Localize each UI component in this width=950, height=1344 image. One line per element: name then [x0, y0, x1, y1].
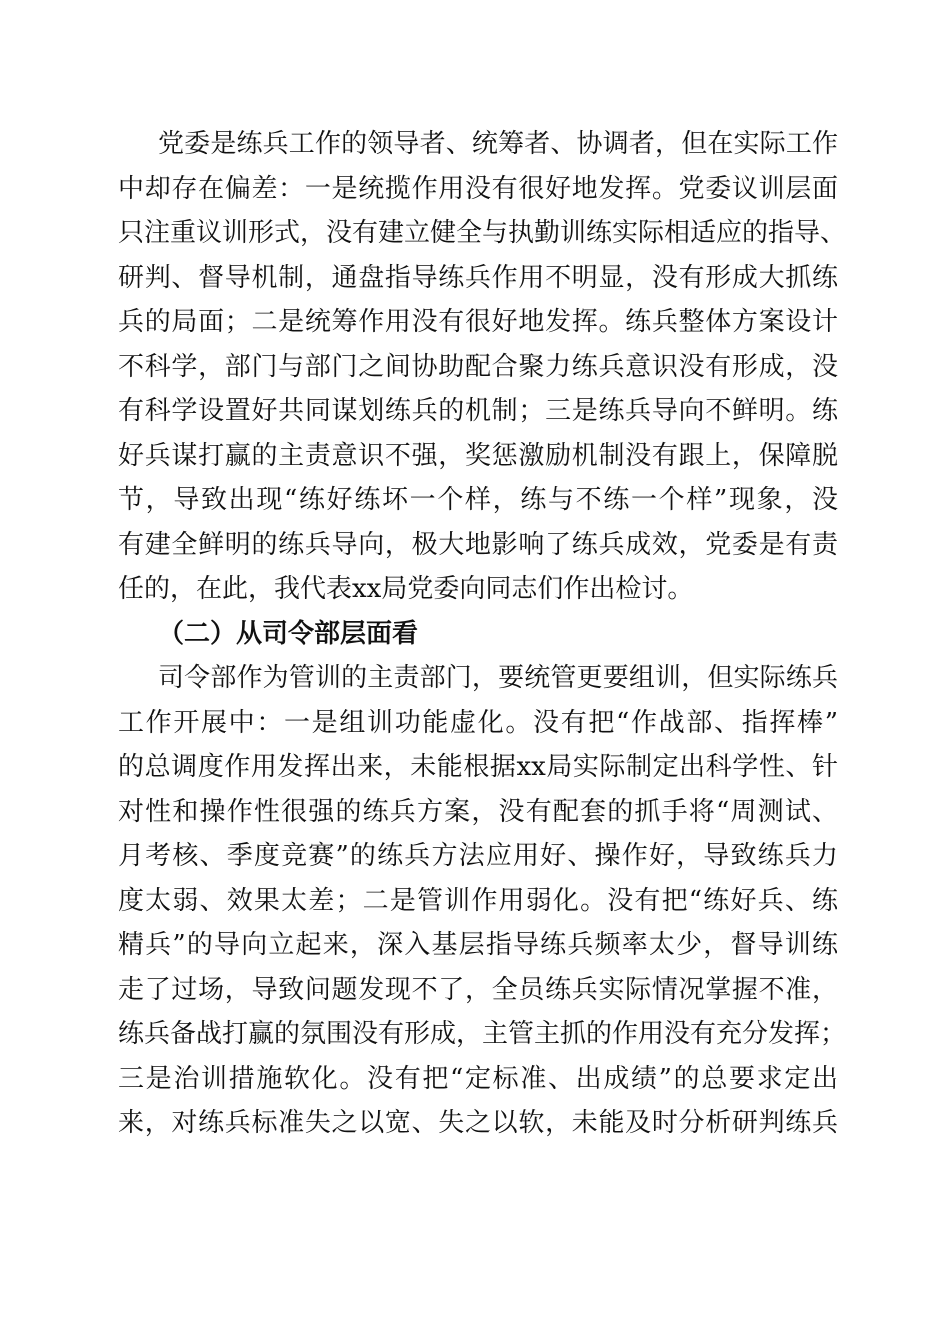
paragraph-line: 不科学，部门与部门之间协助配合聚力练兵意识没有形成，没: [118, 351, 838, 382]
paragraph-line: 对性和操作性很强的练兵方案，没有配套的抓手将“周测试、: [118, 796, 838, 827]
paragraph-party-committee: [118, 122, 847, 612]
paragraph-line: 节，导致出现“练好练坏一个样，练与不练一个样”现象，没: [118, 485, 838, 515]
paragraph-line: 司令部作为管训的主责部门，要统管更要组训，但实际练兵: [158, 663, 838, 693]
paragraph-line: 月考核、季度竞赛”的练兵方法应用好、操作好，导致练兵力: [118, 841, 838, 871]
paragraph-line: 的总调度作用发挥出来，未能根据xx局实际制定出科学性、针: [118, 752, 838, 782]
paragraph-line: 中却存在偏差：一是统揽作用没有很好地发挥。党委议训层面: [118, 173, 838, 204]
paragraph-line: 兵的局面；二是统筹作用没有很好地发挥。练兵整体方案设计: [118, 307, 838, 337]
paragraph-line: 工作开展中：一是组训功能虚化。没有把“作战部、指挥棒”: [118, 707, 838, 738]
paragraph-line: 度太弱、效果太差；二是管训作用弱化。没有把“练好兵、练: [118, 885, 838, 916]
paragraph-line: 走了过场，导致问题发现不了，全员练兵实际情况掌握不准，: [118, 974, 838, 1005]
paragraph-line: 只注重议训形式，没有建立健全与执勤训练实际相适应的指导、: [118, 218, 847, 248]
section-heading: （二）从司令部层面看: [158, 618, 419, 649]
paragraph-line: 来，对练兵标准失之以宽、失之以软，未能及时分析研判练兵: [118, 1108, 838, 1138]
paragraph-line: 有科学设置好共同谋划练兵的机制；三是练兵导向不鲜明。练: [118, 396, 838, 426]
paragraph-line: 任的，在此，我代表xx局党委向同志们作出检讨。: [118, 574, 694, 604]
paragraph-line: 党委是练兵工作的领导者、统筹者、协调者，但在实际工作: [158, 129, 838, 159]
paragraph-line: 研判、督导机制，通盘指导练兵作用不明显，没有形成大抓练: [118, 262, 838, 293]
paragraph-line: 三是治训措施软化。没有把“定标准、出成绩”的总要求定出: [118, 1063, 838, 1094]
paragraph-line: 好兵谋打赢的主责意识不强，奖惩激励机制没有跟上，保障脱: [118, 440, 838, 471]
paragraph-line: 有建全鲜明的练兵导向，极大地影响了练兵成效，党委是有责: [118, 529, 838, 560]
paragraph-headquarters: [118, 656, 847, 1146]
paragraph-line: 精兵”的导向立起来，深入基层指导练兵频率太少，督导训练: [118, 930, 838, 960]
paragraph-line: 练兵备战打赢的氛围没有形成，主管主抓的作用没有充分发挥；: [118, 1019, 847, 1049]
document-body: [118, 122, 847, 1146]
